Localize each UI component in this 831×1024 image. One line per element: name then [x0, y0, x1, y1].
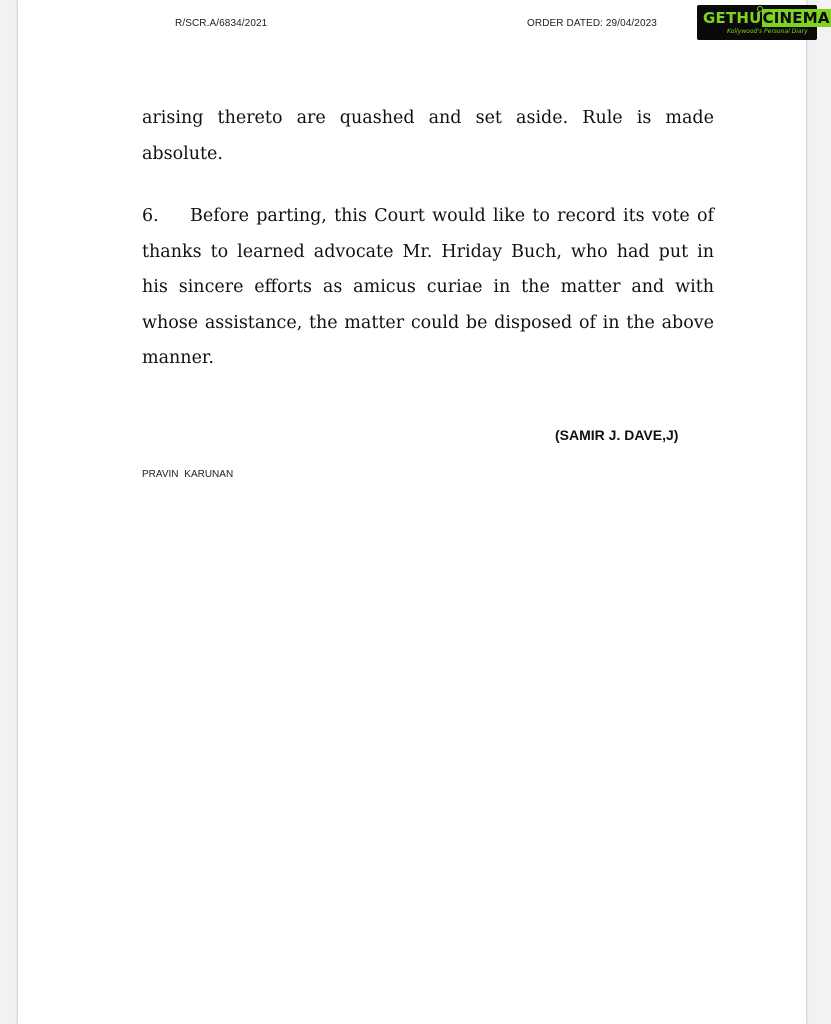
- case-number-header: R/SCR.A/6834/2021: [175, 18, 268, 29]
- order-date-header: ORDER DATED: 29/04/2023: [527, 18, 657, 29]
- paragraph-line: absolute.: [142, 143, 223, 164]
- watermark-tagline: Kollywood's Personal Diary: [727, 28, 808, 35]
- paragraph-line: arising thereto are quashed and set aside. Rule is made: [142, 108, 714, 128]
- paragraph-continued: [142, 101, 714, 172]
- watermark-brand: [703, 9, 831, 27]
- watermark-brand-part2: CINEMA: [762, 9, 830, 27]
- gethucinema-watermark-logo: [697, 5, 830, 40]
- paragraph-line: whose assistance, the matter could be disposed of in the above: [142, 312, 714, 333]
- watermark-brand-part1: GETHU: [703, 9, 762, 27]
- paragraph-line: Before parting, this Court would like to record its vote of: [190, 206, 714, 226]
- paragraph-line: manner.: [142, 348, 214, 368]
- paragraph-line: his sincere efforts as amicus curiae in the matter and with: [142, 277, 714, 297]
- paragraph-line: thanks to learned advocate Mr. Hriday Buch, who had put in: [142, 241, 714, 262]
- paragraph-6: [142, 199, 714, 377]
- typist-name: PRAVIN KARUNAN: [142, 469, 234, 480]
- paragraph-number: 6.: [142, 206, 159, 226]
- paragraph-first-line: [142, 199, 714, 235]
- judge-signature: (SAMIR J. DAVE,J): [555, 427, 679, 443]
